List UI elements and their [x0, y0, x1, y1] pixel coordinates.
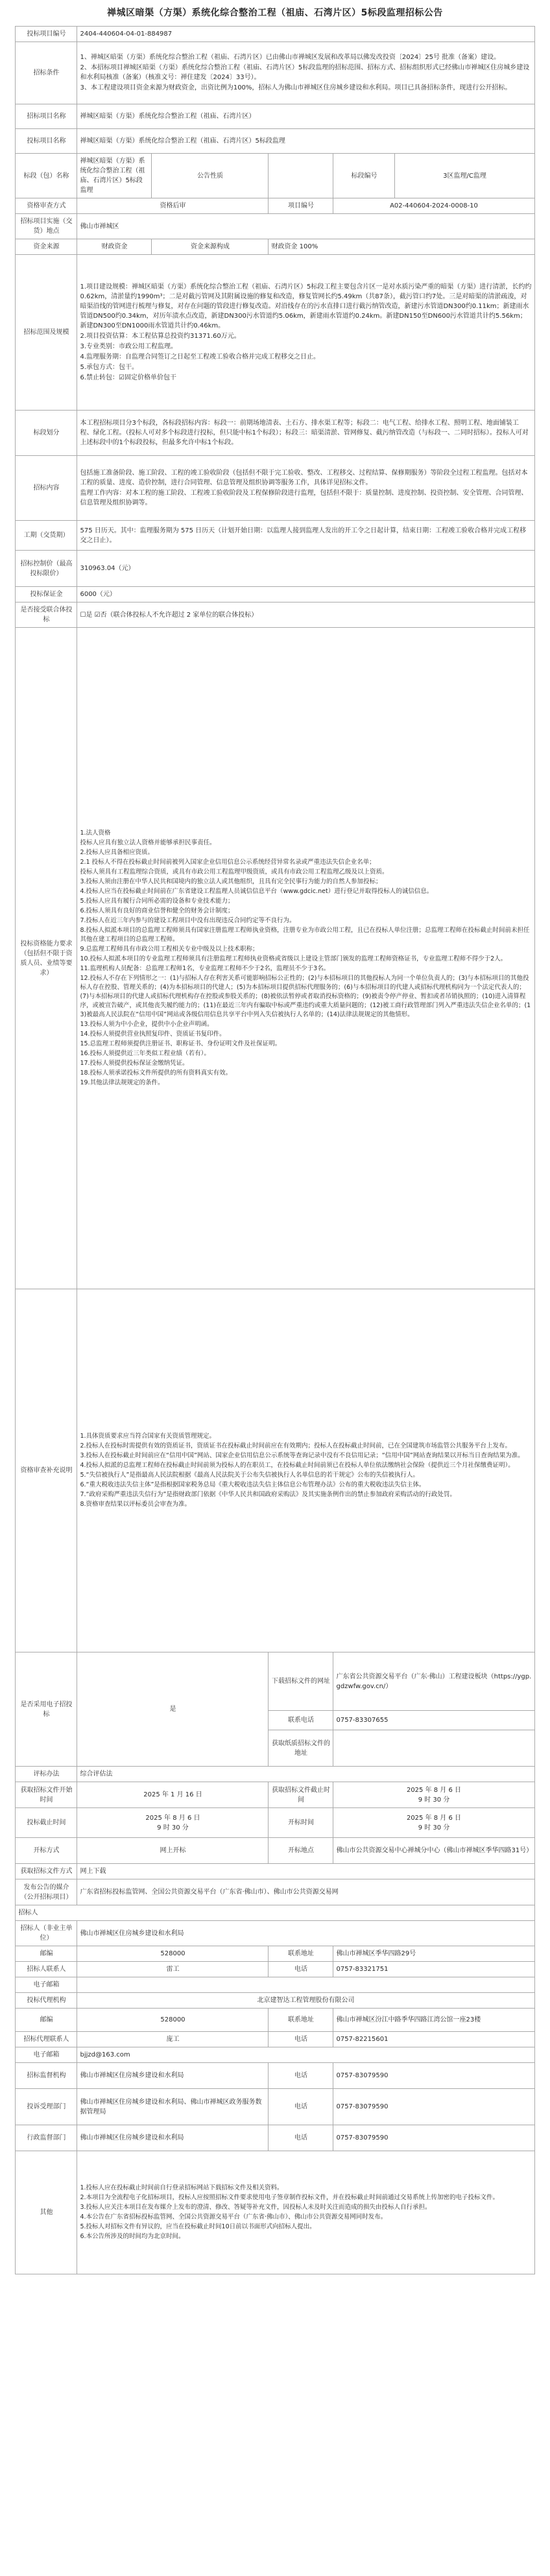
- list-item: 6.投标人须具有良好的商业信誉和健全的财务会计制度；: [80, 907, 234, 914]
- list-item: 2.投标人在投标时需提供有效的资质证书，资质证书在投标截止时间前应在有效期内；投标人在投标截止时间前，已在全国建筑市场监管公共服务平台上发布。: [80, 1442, 512, 1449]
- row-publish: [16, 1879, 534, 1905]
- deadline-value: 2025 年 8 月 6 日 9 时 30 分: [77, 1808, 269, 1838]
- supervise-phone-value: 0757-83079590: [333, 2063, 534, 2089]
- doc-req-label: 获取招标文件方式: [16, 1864, 77, 1879]
- content-label: 招标内容: [16, 456, 77, 521]
- law-phone-label: 电话: [269, 2125, 333, 2151]
- row-open-place: [16, 1838, 534, 1864]
- conditions-label: 招标条件: [16, 42, 77, 104]
- list-item: 7.投标人在近三年内参与的建设工程项目中没有出现违反合同约定等不良行为。: [80, 916, 296, 924]
- publish-value: 广东省招标投标监管网、全国公共资源交易平台（广东省·佛山市）、佛山市公共资源交易网: [77, 1879, 534, 1905]
- tenderer-email-label: 电子邮箱: [16, 1977, 77, 1993]
- open-label: 开标时间: [269, 1808, 333, 1838]
- doc-req-value: 网上下载: [77, 1864, 534, 1879]
- list-item: 19.其他法律法规规定的条件。: [80, 1079, 164, 1086]
- project-code-label: 投标项目编号: [16, 27, 77, 42]
- section-no-value: 3区监理/C监理: [395, 154, 534, 198]
- law-phone-value: 0757-83079590: [333, 2125, 534, 2151]
- row-bid-name: [16, 129, 534, 154]
- project-name-value: 禅城区暗渠（方渠）系统化综合整治工程（祖庙、石湾片区）: [77, 104, 534, 129]
- list-item: 5.投标人对招标文件有异议的，应当在投标截止时间10日前以书面形式向招标人提出。: [80, 2223, 316, 2230]
- list-item: 4.本公告在广东省招标投标监管网、全国公共资源交易平台（广东省·佛山市）、佛山市公共资源交易网同时发布。: [80, 2213, 387, 2221]
- tenderer-section-label: 招标人: [16, 1905, 534, 1921]
- row-complaint: [16, 2089, 534, 2125]
- list-item: 3.投标人应关注本项目在发布媒介上发布的澄清、修改、答疑等补充文件，因投标人未及时关注而造成的损失由投标人自行承担。: [80, 2203, 431, 2211]
- list-item: 1.具体资质要求应当符合国家有关资质管理规定。: [80, 1432, 216, 1440]
- list-item: 17.投标人须提供投标保证金缴纳凭证。: [80, 1059, 189, 1067]
- tenderer-zip-value: 528000: [77, 1946, 269, 1962]
- row-doc-time: [16, 1782, 534, 1808]
- row-tenderer-head: [16, 1905, 534, 1921]
- agent-email-label: 电子邮箱: [16, 2047, 77, 2063]
- list-item: 16.投标人须提供近三年类似工程业绩（若有）。: [80, 1049, 210, 1057]
- deposit-value: 6000（元）: [77, 587, 534, 602]
- row-law: [16, 2125, 534, 2151]
- list-item: 3.投标人在投标截止时间前应在“信用中国”网站、国家企业信用信息公示系统等查询记录中没有不良信用记录；“信用中国”网站查询结果以开标当日查询结果为准。: [80, 1451, 524, 1459]
- list-item: 3.投标人须由注册在中华人民共和国境内的独立法人或其他组织，且具有完全民事行为能力的自然人参加投标；: [80, 877, 382, 885]
- tenderer-phone-value: 0757-83321751: [333, 1962, 534, 1977]
- qual-project-code-value: A02-440604-2024-0008-10: [333, 198, 534, 214]
- list-item: 8.投标人拟派本项目的总监理工程师须具有国家注册监理工程师执业资格，注册专业为市政公用工程，且已在投标人单位注册；总监理工程师在投标截止时间前未担任其他在建工程项目的总监理工程师。: [80, 926, 530, 943]
- row-scope: [16, 255, 534, 411]
- row-deposit: [16, 587, 534, 602]
- conditions-list: [77, 42, 534, 104]
- list-item: 2.本项目为全流程电子化招标项目，投标人应按照招标文件要求使用电子签章制作投标文件，并在投标截止时间前通过交易系统上传加密的电子投标文件。: [80, 2193, 499, 2201]
- agent-contact-label: 招标代理联系人: [16, 2032, 77, 2047]
- funds-ratio-value: 财政资金 100%: [269, 239, 534, 255]
- list-item: 10.投标人拟派本项目的专业监理工程师须具有注册监理工程师执业资格或省级以上建设主管部门颁发的监理工程师资格证书，专业监理工程师不得少于2人。: [80, 955, 507, 962]
- bidder-req-label: 投标资格能力要求（包括但不限于资质人员、业绩等要求）: [16, 628, 77, 1289]
- list-item: 6.本公告所涉及的时间均为北京时间。: [80, 2232, 185, 2240]
- list-item: 2.项目投资估算：本工程估算总投资约31371.60万元。: [80, 332, 241, 340]
- bid-name-value: 禅城区暗渠（方渠）系统化综合整治工程（祖庙、石湾片区）5标段监理: [77, 129, 534, 154]
- list-item: 3、本工程建设项目资金来源为财政资金，出资比例为100%，招标人为佛山市禅城区住房城乡建设和水利局。项目已具备招标条件，现进行公开招标。: [80, 84, 512, 91]
- agent-addr-value: 佛山市禅城区汾江中路季华四路江湾公馆一座23楼: [333, 2009, 534, 2032]
- project-code-value: 2404-440604-04-01-884987: [77, 27, 534, 42]
- qual-review-label: 资格审查方式: [16, 198, 77, 214]
- agent-label: 投标代理机构: [16, 1993, 77, 2009]
- doc-end-value: 2025 年 8 月 6 日 9 时 30 分: [333, 1782, 534, 1808]
- bid-section-label: 标段（包）名称: [16, 154, 77, 198]
- list-item: 投标人应具有独立法人资格并能够承担民事责任。: [80, 839, 216, 846]
- row-qual-review: [16, 198, 534, 214]
- tenderer-phone-label: 电话: [269, 1962, 333, 1977]
- supervise-phone-label: 电话: [269, 2063, 333, 2089]
- row-review-notes: [16, 1289, 534, 1652]
- division-list: [77, 411, 534, 456]
- duration-value: 575 日历天。其中：监理服务期为 575 日历天（计划开始日期：以监理人接到监理人发出的开工令之日起计算，结束日期：工程竣工验收合格并完成工程移交之日止）。: [77, 521, 534, 551]
- agent-email-value: bjjzd@163.com: [77, 2047, 534, 2063]
- tenderer-zip-label: 邮编: [16, 1946, 77, 1962]
- agent-contact-value: 庞工: [77, 2032, 269, 2047]
- list-item: 12.投标人不存在下列情形之一：(1)与招标人存在利害关系可能影响招标公正性的；(2)与本招标项目的其他投标人为同一个单位负责人的；(3)与本招标项目的其他投标人存在控股、管理关系的；(4)为本招标项目的代建人；(5)为本招标项目提供招标代理服务的；(6)与本招标项目的代建人或招标代理机构同为一个法定代表人的；(7)与本招标项目的代建人或招标代理机构存在控股或参股关系的；(8)被依法暂停或者取消投标资格的；(9)被责令停产停业、暂扣或者吊销执照的；(10)进入清算程序，或被宣告破产，或其他丧失履约能力的；(11)在最近三年内有骗取中标或严重违约或重大质量问题的；(12)被工商行政管理部门列入严重违法失信企业名单的；(13)被最高人民法院在“信用中国”网站或各级信用信息共享平台中列入失信被执行人名单的；(14)法律法规规定的其他情形。: [80, 974, 531, 1018]
- row-location: [16, 214, 534, 239]
- location-label: 招标项目实施（交货）地点: [16, 214, 77, 239]
- joint-bid-value: ☐是 ☑否（联合体投标人不允许超过 2 家单位的联合体投标）: [77, 602, 534, 628]
- list-item: 14.投标人须提供营业执照复印件、资质证书复印件。: [80, 1030, 226, 1038]
- row-conditions: [16, 42, 534, 104]
- download-label: 下载招标文件的网址: [269, 1652, 333, 1711]
- list-item: 投标人须具有工程监理综合资质，或具有市政公用工程监理甲级资质，或具有市政公用工程监理乙级及以上资质。: [80, 868, 389, 876]
- funds-source-value: 财政资金: [77, 239, 152, 255]
- list-item: 监理工作内容：对本工程的施工阶段、工程竣工验收阶段及工程保修阶段进行监理，包括但不限于：质量控制、进度控制、投资控制、安全管理、合同管理、信息管理及组织协调等。: [80, 489, 528, 507]
- scope-label: 招标范围及规模: [16, 255, 77, 411]
- list-item: 11.监理机构人员配备：总监理工程师1名，专业监理工程师不少于2名，监理员不少于3名。: [80, 964, 330, 972]
- list-item: 6.“重大税收违法失信主体”是指根据国家税务总局《重大税收违法失信主体信息公布管理办法》公布的重大税收违法失信主体。: [80, 1481, 425, 1488]
- row-agent-email: [16, 2047, 534, 2063]
- list-item: 18.投标人须承诺投标文件所提供的所有资料真实有效。: [80, 1069, 232, 1077]
- list-item: 3.专业类别：市政公用工程监理。: [80, 342, 178, 350]
- row-agent-contact: [16, 2032, 534, 2047]
- row-supervise: [16, 2063, 534, 2089]
- list-item: 1、禅城区暗渠（方渠）系统化综合整治工程（祖庙、石湾片区）已由佛山市禅城区发展和改革局以佛发改投资〔2024〕25号 批准（备案）建设。: [80, 54, 501, 61]
- tenderer-name-label: 招标人（非业主单位）: [16, 1921, 77, 1946]
- location-value: 佛山市禅城区: [77, 214, 534, 239]
- law-value: 佛山市禅城区住房城乡建设和水利局: [77, 2125, 269, 2151]
- row-duration: [16, 521, 534, 551]
- qual-review-value: 资格后审: [77, 198, 269, 214]
- publish-label: 发布公告的媒介（公开招标项目）: [16, 1879, 77, 1905]
- row-division: [16, 411, 534, 456]
- open-place-value: 佛山市公共资源交易中心禅城分中心（佛山市禅城区季华四路31号）: [333, 1838, 534, 1864]
- notice-type-label: 公告性质: [152, 154, 269, 198]
- complaint-value: 佛山市禅城区住房城乡建设和水利局、佛山市禅城区政务服务数据管理局: [77, 2089, 269, 2125]
- row-tenderer-zip: [16, 1946, 534, 1962]
- row-content: [16, 456, 534, 521]
- deadline-label: 投标截止时间: [16, 1808, 77, 1838]
- scope-list: [77, 255, 534, 411]
- funds-source-label: 资金来源: [16, 239, 77, 255]
- row-deadline: [16, 1808, 534, 1838]
- tenderer-name-value: 佛山市禅城区住房城乡建设和水利局: [77, 1921, 534, 1946]
- open-value: 2025 年 8 月 6 日 9 时 30 分: [333, 1808, 534, 1838]
- notice-type-value: [269, 154, 333, 198]
- review-notes-label: 资格审查补充说明: [16, 1289, 77, 1652]
- row-project-name: [16, 104, 534, 129]
- complaint-phone-value: 0757-83079590: [333, 2089, 534, 2125]
- e-contact-value: 0757-83307655: [333, 1711, 534, 1730]
- bid-section-value: 禅城区暗渠（方渠）系统化综合整治工程（祖庙、石湾片区）5标段监理: [77, 154, 152, 198]
- list-item: 9.总监理工程师具有市政公用工程相关专业中级及以上技术职称；: [80, 945, 259, 953]
- doc-start-label: 获取招标文件开始时间: [16, 1782, 77, 1808]
- row-funds: [16, 239, 534, 255]
- bid-name-label: 投标项目名称: [16, 129, 77, 154]
- list-item: 1.投标人应在投标截止时间前自行登录招标网站下载招标文件及相关资料。: [80, 2184, 283, 2191]
- list-item: 4.监理服务期：自监理合同签订之日起至工程竣工验收合格并完成工程移交之日止。: [80, 353, 320, 361]
- e-contact-label: 联系电话: [269, 1711, 333, 1730]
- list-item: 7.“政府采购严重违法失信行为”是指财政部门依据《中华人民共和国政府采购法》及其实施条例作出的禁止参加政府采购活动的行政处罚。: [80, 1490, 456, 1498]
- obtain-label: 获取纸质招标文件的地址: [269, 1730, 333, 1767]
- electronic-value: 是: [77, 1652, 269, 1767]
- deposit-label: 投标保证金: [16, 587, 77, 602]
- row-other: [16, 2151, 534, 2274]
- list-item: 2.投标人应具备相应资质。: [80, 848, 154, 856]
- review-notes-list: [77, 1289, 534, 1652]
- doc-start-value: 2025 年 1 月 16 日: [77, 1782, 269, 1808]
- page-title: 禅城区暗渠（方渠）系统化综合整治工程（祖庙、石湾片区）5标段监理招标公告: [107, 8, 443, 18]
- list-item: 5.“失信被执行人”是指最高人民法院根据《最高人民法院关于公布失信被执行人名单信息的若干规定》公布的失信被执行人。: [80, 1471, 419, 1479]
- qual-project-code-label: 项目编号: [269, 198, 333, 214]
- row-control-price: [16, 551, 534, 587]
- content-list: [77, 456, 534, 521]
- obtain-value: [333, 1730, 534, 1767]
- row-tenderer-contact: [16, 1962, 534, 1977]
- agent-addr-label: 联系地址: [269, 2009, 333, 2032]
- supervise-value: 佛山市禅城区住房城乡建设和水利局: [77, 2063, 269, 2089]
- section-no-label: 标段编号: [333, 154, 395, 198]
- list-item: 4.投标人拟派的总监理工程师在投标截止时间前须为投标人的在职员工，在投标截止时间前须已在投标人单位依法缴纳社会保险（提供近三个月社保缴费证明）。: [80, 1461, 514, 1469]
- agent-zip-value: 528000: [77, 2009, 269, 2032]
- row-eval-method: [16, 1767, 534, 1782]
- agent-value: 北京建智达工程管理股份有限公司: [77, 1993, 534, 2009]
- row-electronic-1: [16, 1652, 534, 1711]
- tenderer-contact-label: 招标人联系人: [16, 1962, 77, 1977]
- bidder-req-list: [77, 628, 534, 1289]
- row-bid-section: [16, 154, 534, 198]
- complaint-phone-label: 电话: [269, 2089, 333, 2125]
- list-item: 13.投标人须为中小企业，提供中小企业声明函。: [80, 1020, 213, 1028]
- row-tenderer-name: [16, 1921, 534, 1946]
- download-value: 广东省公共资源交易平台（广东·佛山）工程建设板块（https://ygp.gdzwfw.gov.cn/）: [333, 1652, 534, 1711]
- clarify-value: 网上开标: [77, 1838, 269, 1864]
- division-label: 标段划分: [16, 411, 77, 456]
- tenderer-addr-value: 佛山市禅城区季华四路29号: [333, 1946, 534, 1962]
- row-joint-bid: [16, 602, 534, 628]
- eval-method-value: 综合评估法: [77, 1767, 534, 1782]
- list-item: 2.1 投标人不得在投标截止时间前被列入国家企业信用信息公示系统经营异常名录或严重违法失信企业名单；: [80, 858, 376, 866]
- doc-end-label: 获取招标文件截止时间: [269, 1782, 333, 1808]
- law-label: 行政监督部门: [16, 2125, 77, 2151]
- tenderer-addr-label: 联系地址: [269, 1946, 333, 1962]
- complaint-label: 投诉受理部门: [16, 2089, 77, 2125]
- row-agent-zip: [16, 2009, 534, 2032]
- list-item: 5.投标人应具有履行合同所必需的设备和专业技术能力；: [80, 897, 234, 905]
- list-item: 本工程招标项目分3个标段，各标段招标内容：标段一：前期场地清表、土石方、排水渠工程等；标段二：电气工程、给排水工程、照明工程、地面铺装工程、绿化工程。（投标人可对多个标段进行投标，但只能中标1个标段）；标段三：暗渠清淤、管网修复、截污纳管改造（与标段一、二同时招标）。投标人可对上述标段中的1个标段投标，但最多允许中标1个标段。: [80, 419, 529, 446]
- tenderer-contact-value: 雷工: [77, 1962, 269, 1977]
- other-label: 其他: [16, 2151, 77, 2274]
- list-item: 15.总监理工程师须提供注册证书、职称证书、身份证明文件及社保证明。: [80, 1040, 281, 1047]
- list-item: 1.法人资格: [80, 829, 111, 837]
- list-item: 2、本招标项目禅城区暗渠（方渠）系统化综合整治工程（祖庙、石湾片区）5标段监理的招标范围、招标方式、招标组织形式已经佛山市禅城区住房城乡建设和水利局核准（备案）（核准文号：禅住建发〔2024〕33号）。: [80, 64, 530, 81]
- supervise-label: 招标监督机构: [16, 2063, 77, 2089]
- control-price-label: 招标控制价（最高投标限价）: [16, 551, 77, 587]
- list-item: 4.投标人应当在投标截止时间前在广东省建设工程监理人员诚信信息平台（www.gdcic.net）进行登记并取得投标人的诚信信息。: [80, 887, 433, 895]
- row-bidder-req: [16, 628, 534, 1289]
- agent-zip-label: 邮编: [16, 2009, 77, 2032]
- row-doc-req: [16, 1864, 534, 1879]
- control-price-value: 310963.04（元）: [77, 551, 534, 587]
- duration-label: 工期（交货期）: [16, 521, 77, 551]
- agent-phone-label: 电话: [269, 2032, 333, 2047]
- funds-ratio-label: 资金来源构成: [152, 239, 269, 255]
- row-tenderer-email: [16, 1977, 534, 1993]
- joint-bid-label: 是否接受联合体投标: [16, 602, 77, 628]
- agent-phone-value: 0757-82215601: [333, 2032, 534, 2047]
- project-name-label: 招标项目名称: [16, 104, 77, 129]
- list-item: 5.承包方式：包干。: [80, 363, 139, 371]
- tenderer-email-value: [77, 1977, 534, 1993]
- list-item: 8.资格审查结果以评标委员会审查为准。: [80, 1500, 191, 1508]
- row-project-code: [16, 27, 534, 42]
- other-list: [77, 2151, 534, 2274]
- clarify-label: 开标方式: [16, 1838, 77, 1864]
- electronic-label: 是否采用电子招投标: [16, 1652, 77, 1767]
- open-place-label: 开标地点: [269, 1838, 333, 1864]
- list-item: 包括施工准备阶段、施工阶段、工程的竣工验收阶段（包括但不限于完工验收、整改、工程移交、过程结算、保修期服务）等阶段全过程工程监理。包括对本工程的质量、进度、造价控制，进行合同管理、信息管理及组织协调等服务工作，具体详见招标文件。: [80, 469, 528, 486]
- row-agent: [16, 1993, 534, 2009]
- eval-method-label: 评标办法: [16, 1767, 77, 1782]
- list-item: 6.禁止转包：☑固定价格单价包干: [80, 374, 176, 381]
- notice-table: [15, 26, 534, 2274]
- list-item: 1.项目建设规模：禅城区暗渠（方渠）系统化综合整治工程（祖庙、石湾片区）5标段工程主要包含片区一是对水质污染严重的暗渠（方渠）进行清淤，长约约0.62km，清淤量约1990m³；二是对截污管网及其附属设施的修复和改造，修复管网长约5.49km（共87条），截污管口约7处。三是对暗渠的清淤疏浚，对暗渠沿线的管网进行梳理与修复，对存在问题的管段进行修复改造。对沿线存在的污水直排口进行截污纳管改造，新建污水管道DN300约0.11km；新建雨水管道DN500约0.34km，对历年渍水点改造，新建DN300污水管道约5.06km，新建雨水管道约0.24km。新建DN150至DN600污水管道共计约5.56km；新建DN300至DN1000雨水管道共计约0.46km。: [80, 283, 532, 329]
